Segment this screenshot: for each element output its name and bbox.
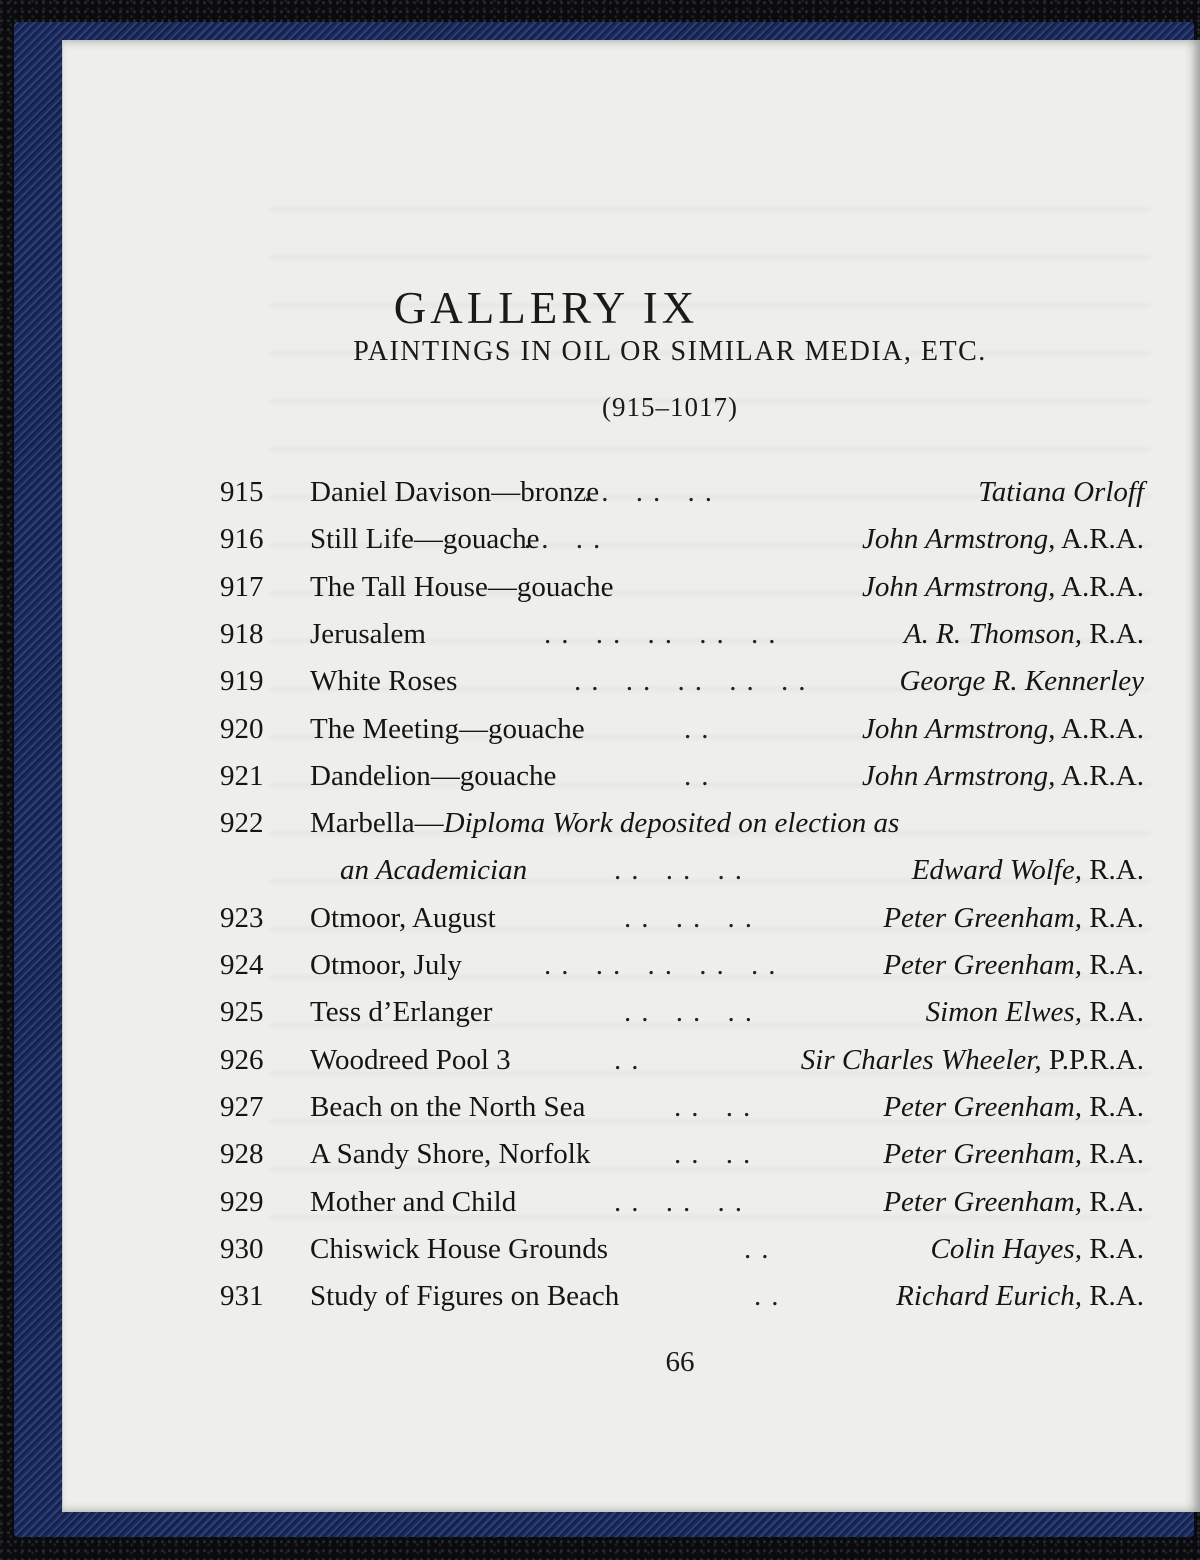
leader-dots: .. — [684, 759, 719, 792]
page-title: GALLERY IX — [393, 283, 699, 334]
catalogue-entry — [214, 756, 1144, 796]
artist-credit — [931, 1229, 1144, 1269]
leader-dots: .. .. .. — [584, 476, 722, 508]
artist-honours: R.A. — [1089, 996, 1144, 1029]
catalogue-entry — [214, 1134, 1144, 1174]
catalogue-entry — [214, 614, 1144, 654]
artist-name: Peter Greenham, — [883, 1138, 1082, 1171]
artist-name: Peter Greenham, — [883, 1185, 1082, 1218]
catalogue-range: (915–1017) — [602, 392, 738, 422]
artist-credit — [899, 661, 1144, 701]
work-title: Otmoor, July — [310, 949, 462, 981]
entry-number: 921 — [220, 759, 264, 792]
leader-dots: .. — [754, 1280, 789, 1313]
work-title: Dandelion—gouache — [310, 759, 557, 792]
entry-title — [310, 945, 462, 985]
entry-number: 917 — [220, 570, 264, 603]
entry-title — [310, 1229, 608, 1269]
leader-dots: .. .. .. — [624, 996, 762, 1029]
entry-number: 925 — [220, 996, 264, 1029]
catalogue-entry — [214, 1276, 1144, 1316]
artist-name: John Armstrong, — [862, 759, 1056, 792]
artist-honours: A.R.A. — [1061, 523, 1144, 556]
entry-title — [310, 992, 492, 1032]
entry-number: 922 — [220, 807, 264, 840]
leader-dots: .. .. .. .. .. — [574, 665, 816, 698]
entry-title — [310, 1182, 516, 1222]
entry-number: 927 — [220, 1090, 264, 1123]
entry-number: 915 — [220, 476, 264, 508]
work-title: A Sandy Shore, Norfolk — [310, 1138, 591, 1171]
catalogue-entry — [214, 850, 1144, 890]
section-subtitle: PAINTINGS IN OIL OR SIMILAR MEDIA, ETC. — [353, 336, 987, 367]
entry-number: 931 — [220, 1280, 264, 1313]
leader-dots: .. .. .. — [614, 1185, 752, 1218]
artist-name: Peter Greenham, — [883, 901, 1082, 934]
leader-dots: .. — [684, 712, 719, 745]
entry-title — [310, 567, 613, 607]
artist-honours: A.R.A. — [1061, 712, 1144, 745]
artist-credit — [883, 945, 1144, 985]
artist-credit — [978, 472, 1144, 512]
catalogue-entry — [214, 1087, 1144, 1127]
work-title: Otmoor, August — [310, 901, 496, 934]
work-title: The Tall House—gouache — [310, 570, 614, 603]
page-number: 66 — [665, 1346, 695, 1378]
work-title: Still Life—gouache — [310, 523, 540, 556]
entry-title — [310, 803, 899, 843]
work-note: Diploma Work deposited on election as — [443, 807, 900, 840]
leader-dots: .. .. — [674, 1090, 761, 1123]
entry-title — [310, 1276, 619, 1316]
catalogue-entry — [214, 567, 1144, 607]
entry-number: 923 — [220, 901, 264, 934]
leader-dots: .. .. — [674, 1138, 761, 1171]
artist-credit — [862, 567, 1144, 607]
catalogue-entry — [214, 661, 1144, 701]
artist-name: Edward Wolfe, — [911, 854, 1082, 887]
leader-dots: .. .. .. .. .. — [544, 949, 786, 981]
artist-honours: R.A. — [1089, 1138, 1144, 1171]
artist-credit — [904, 614, 1144, 654]
entry-number: 924 — [220, 949, 264, 981]
work-title: Mother and Child — [310, 1185, 517, 1218]
entry-title — [310, 898, 496, 938]
artist-honours: R.A. — [1089, 949, 1144, 981]
artist-honours: R.A. — [1089, 1185, 1144, 1218]
work-title: Chiswick House Grounds — [310, 1232, 609, 1265]
work-title: Study of Figures on Beach — [310, 1280, 620, 1313]
entry-title — [310, 661, 457, 701]
entry-title — [310, 709, 585, 749]
leader-dots: .. — [614, 1043, 649, 1076]
catalogue-entry — [214, 1040, 1144, 1080]
artist-honours: R.A. — [1089, 1090, 1144, 1123]
entry-number: 928 — [220, 1138, 264, 1171]
catalogue-entry — [214, 519, 1144, 559]
artist-name: A. R. Thomson, — [903, 617, 1082, 650]
artist-name: Simon Elwes, — [925, 996, 1082, 1029]
work-title: Jerusalem — [310, 617, 426, 650]
entry-number: 916 — [220, 523, 264, 556]
entry-number: 929 — [220, 1185, 264, 1218]
artist-honours: R.A. — [1089, 854, 1144, 887]
artist-credit — [926, 992, 1144, 1032]
artist-honours: A.R.A. — [1061, 759, 1144, 792]
leader-dots: .. .. — [524, 523, 611, 556]
catalogue-entry — [214, 1182, 1144, 1222]
catalogue-entry — [214, 945, 1144, 985]
work-title: Woodreed Pool 3 — [310, 1043, 511, 1076]
catalogue-entry — [214, 803, 1144, 843]
work-title: Daniel Davison—bronze — [310, 476, 600, 508]
artist-name: John Armstrong, — [862, 570, 1056, 603]
artist-honours: R.A. — [1089, 1280, 1144, 1313]
artist-honours: P.P.R.A. — [1048, 1043, 1144, 1076]
work-title: The Meeting—gouache — [310, 712, 585, 745]
catalogue-entry — [214, 1229, 1144, 1269]
leader-dots: .. — [744, 1232, 779, 1265]
entry-title — [310, 1134, 590, 1174]
leader-dots: .. .. .. .. .. — [544, 617, 786, 650]
artist-name: Peter Greenham, — [883, 1090, 1082, 1123]
entry-number: 930 — [220, 1232, 264, 1265]
artist-name: Peter Greenham, — [883, 949, 1082, 981]
entry-title — [310, 614, 426, 654]
entry-number: 918 — [220, 617, 264, 650]
entry-number: 919 — [220, 665, 264, 698]
entry-number: 926 — [220, 1043, 264, 1076]
work-title: White Roses — [310, 665, 458, 698]
entry-title — [340, 850, 527, 890]
artist-credit — [801, 1040, 1144, 1080]
artist-credit — [883, 1087, 1144, 1127]
artist-name: John Armstrong, — [862, 712, 1056, 745]
entry-title — [310, 1040, 511, 1080]
work-note: an Academician — [340, 854, 528, 887]
artist-name: Sir Charles Wheeler, — [800, 1043, 1042, 1076]
artist-honours: R.A. — [1089, 617, 1144, 650]
entry-title — [310, 472, 599, 512]
artist-honours: A.R.A. — [1061, 570, 1144, 603]
entry-title — [310, 1087, 585, 1127]
entry-title — [310, 519, 540, 559]
artist-credit — [862, 709, 1144, 749]
artist-name: Richard Eurich, — [896, 1280, 1082, 1313]
artist-name: Colin Hayes, — [930, 1232, 1082, 1265]
artist-honours: R.A. — [1089, 1232, 1144, 1265]
artist-credit — [896, 1276, 1144, 1316]
work-title: Beach on the North Sea — [310, 1090, 586, 1123]
work-title: Marbella— — [310, 807, 444, 840]
artist-credit — [883, 1182, 1144, 1222]
work-title: Tess d’Erlanger — [310, 996, 493, 1029]
artist-credit — [862, 756, 1144, 796]
artist-name: George R. Kennerley — [899, 665, 1144, 698]
catalogue-entry — [214, 898, 1144, 938]
leader-dots: .. .. .. — [614, 854, 752, 887]
entry-title — [310, 756, 556, 796]
leader-dots: .. .. .. — [624, 901, 762, 934]
artist-honours: R.A. — [1089, 901, 1144, 934]
catalogue-entry — [214, 472, 1144, 512]
artist-credit — [883, 1134, 1144, 1174]
artist-credit — [912, 850, 1144, 890]
catalogue-entry — [214, 709, 1144, 749]
artist-name: John Armstrong, — [862, 523, 1056, 556]
artist-credit — [862, 519, 1144, 559]
catalogue-entry — [214, 992, 1144, 1032]
entry-number: 920 — [220, 712, 264, 745]
artist-name: Tatiana Orloff — [978, 476, 1144, 508]
artist-credit — [883, 898, 1144, 938]
